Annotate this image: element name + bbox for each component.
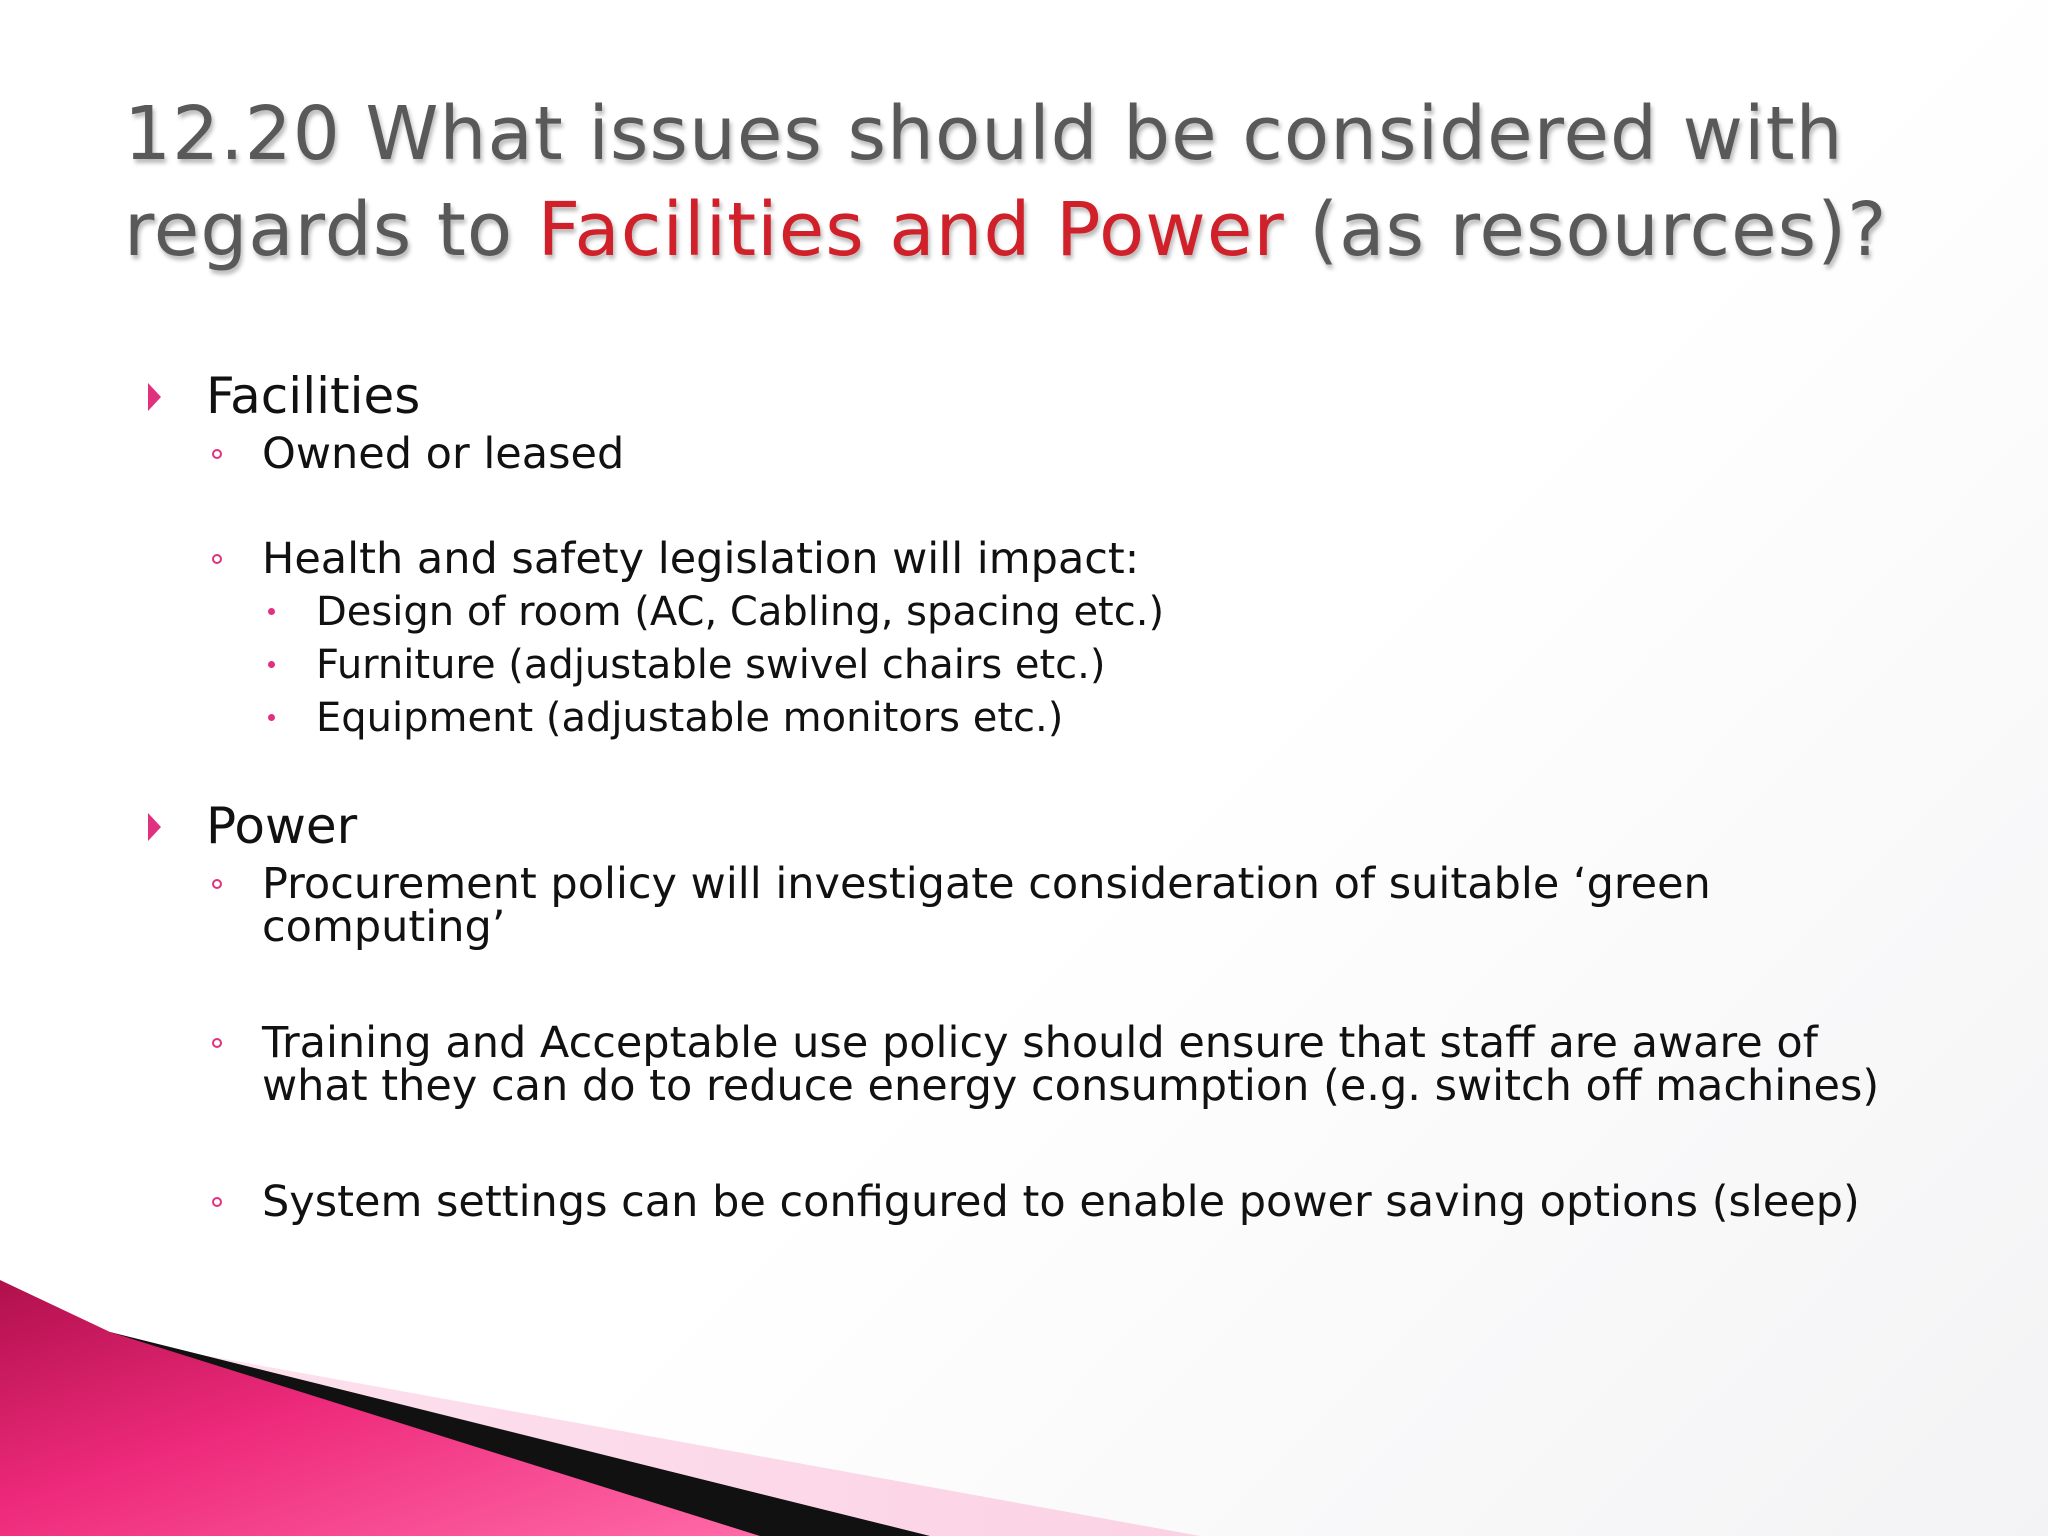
facilities-item: Furniture (adjustable swivel chairs etc.) <box>316 642 1106 688</box>
title-line-2-start: regards to <box>124 187 538 273</box>
power-settings: System settings can be configured to enable power saving options (sleep) <box>262 1177 1860 1227</box>
circle-bullet-icon <box>212 554 222 564</box>
dot-bullet-icon <box>268 608 275 615</box>
circle-bullet-icon <box>212 449 222 459</box>
facilities-health: Health and safety legislation will impact: <box>262 534 1140 584</box>
facilities-item: Design of room (AC, Cabling, spacing etc.) <box>316 589 1165 635</box>
title-highlight: Facilities and Power <box>537 187 1285 273</box>
power-procurement-line-1: Procurement policy will investigate consideration of suitable ‘green <box>262 859 1711 909</box>
circle-bullet-icon <box>212 1038 222 1048</box>
decorative-swoosh <box>0 1280 2048 1536</box>
facilities-owned: Owned or leased <box>262 429 625 479</box>
power-training-line-1: Training and Acceptable use policy should ensure that staff are aware of <box>262 1018 1818 1068</box>
arrow-bullet-icon <box>148 383 161 411</box>
power-procurement-line-2: computing’ <box>262 902 506 952</box>
title-line-2-end: (as resources)? <box>1284 187 1888 273</box>
circle-bullet-icon <box>212 1197 222 1207</box>
arrow-bullet-icon <box>148 813 161 841</box>
facilities-heading: Facilities <box>206 367 421 425</box>
dot-bullet-icon <box>268 714 275 721</box>
facilities-item: Equipment (adjustable monitors etc.) <box>316 695 1064 741</box>
dot-bullet-icon <box>268 661 275 668</box>
power-training-line-2: what they can do to reduce energy consumption (e.g. switch off machines) <box>262 1061 1880 1111</box>
title-line-1: 12.20 What issues should be considered with <box>124 91 1844 177</box>
power-heading: Power <box>206 797 358 855</box>
circle-bullet-icon <box>212 879 222 889</box>
